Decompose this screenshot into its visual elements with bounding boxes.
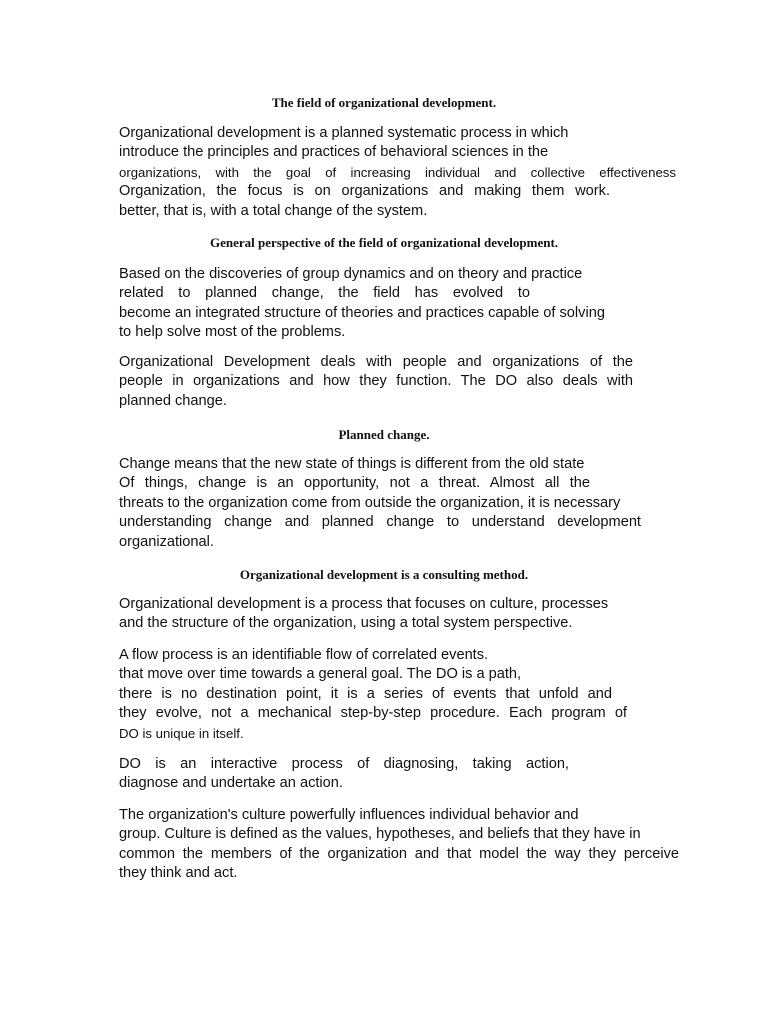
text-line: DO is an interactive process of diagnosing, taking action, [119,756,569,772]
text-line: people in organizations and how they function. The DO also deals with [119,373,633,390]
section-heading-field-od: The field of organizational development. [271,95,497,110]
paragraph-od-definition [119,124,676,221]
text-line: Organizational Development deals with people and organizations of the [119,354,633,370]
text-line: introduce the principles and practices of behavioral sciences in the [119,144,549,161]
text-line: to help solve most of the problems. [119,324,346,341]
text-line: Organization, the focus is on organizations and making them work. [119,183,610,200]
paragraph-group-dynamics [119,265,639,343]
paragraph-interactive-process [119,755,569,794]
text-line: Organizational development is a process that focuses on culture, processes [119,596,609,612]
paragraph-od-process [119,595,639,634]
section-heading-consulting-method: Organizational development is a consulting method. [239,567,529,582]
text-line: that move over time towards a general goal. The DO is a path, [119,666,522,683]
text-line: planned change. [119,392,227,409]
section-heading-planned-change: Planned change. [338,427,430,442]
text-line: A flow process is an identifiable flow of correlated events. [119,647,489,663]
text-line: threats to the organization come from outside the organization, it is necessary [119,494,621,511]
paragraph-flow-process [119,646,627,743]
paragraph-od-people [119,353,633,411]
text-line: organizations, with the goal of increasing individual and collective effectiveness [119,164,676,180]
text-line: Based on the discoveries of group dynamics and on theory and practice [119,266,583,282]
text-line: better, that is, with a total change of the system. [119,202,428,219]
text-line: group. Culture is defined as the values, hypotheses, and beliefs that they have in [119,826,641,843]
text-line: understanding change and planned change to understand development [119,514,641,531]
text-line: The organization's culture powerfully influences individual behavior and [119,807,579,823]
text-line: Of things, change is an opportunity, not a threat. Almost all the [119,475,590,492]
text-line: organizational. [119,533,214,550]
paragraph-culture [119,806,687,884]
text-line: Change means that the new state of things is different from the old state [119,456,585,472]
text-line: there is no destination point, it is a series of events that unfold and [119,685,612,702]
text-line: diagnose and undertake an action. [119,775,343,792]
text-line: they think and act. [119,865,238,882]
text-line: and the structure of the organization, using a total system perspective. [119,615,573,632]
text-line: common the members of the organization and that model the way they perceive [119,845,679,862]
paragraph-change-meaning [119,455,660,552]
text-line: Organizational development is a planned systematic process in which [119,125,569,141]
text-line: DO is unique in itself. [119,725,244,741]
text-line: related to planned change, the field has evolved to [119,285,530,302]
text-line: become an integrated structure of theories and practices capable of solving [119,304,605,321]
text-line: they evolve, not a mechanical step-by-step procedure. Each program of [119,705,627,722]
section-heading-general-perspective: General perspective of the field of organizational development. [209,235,559,250]
